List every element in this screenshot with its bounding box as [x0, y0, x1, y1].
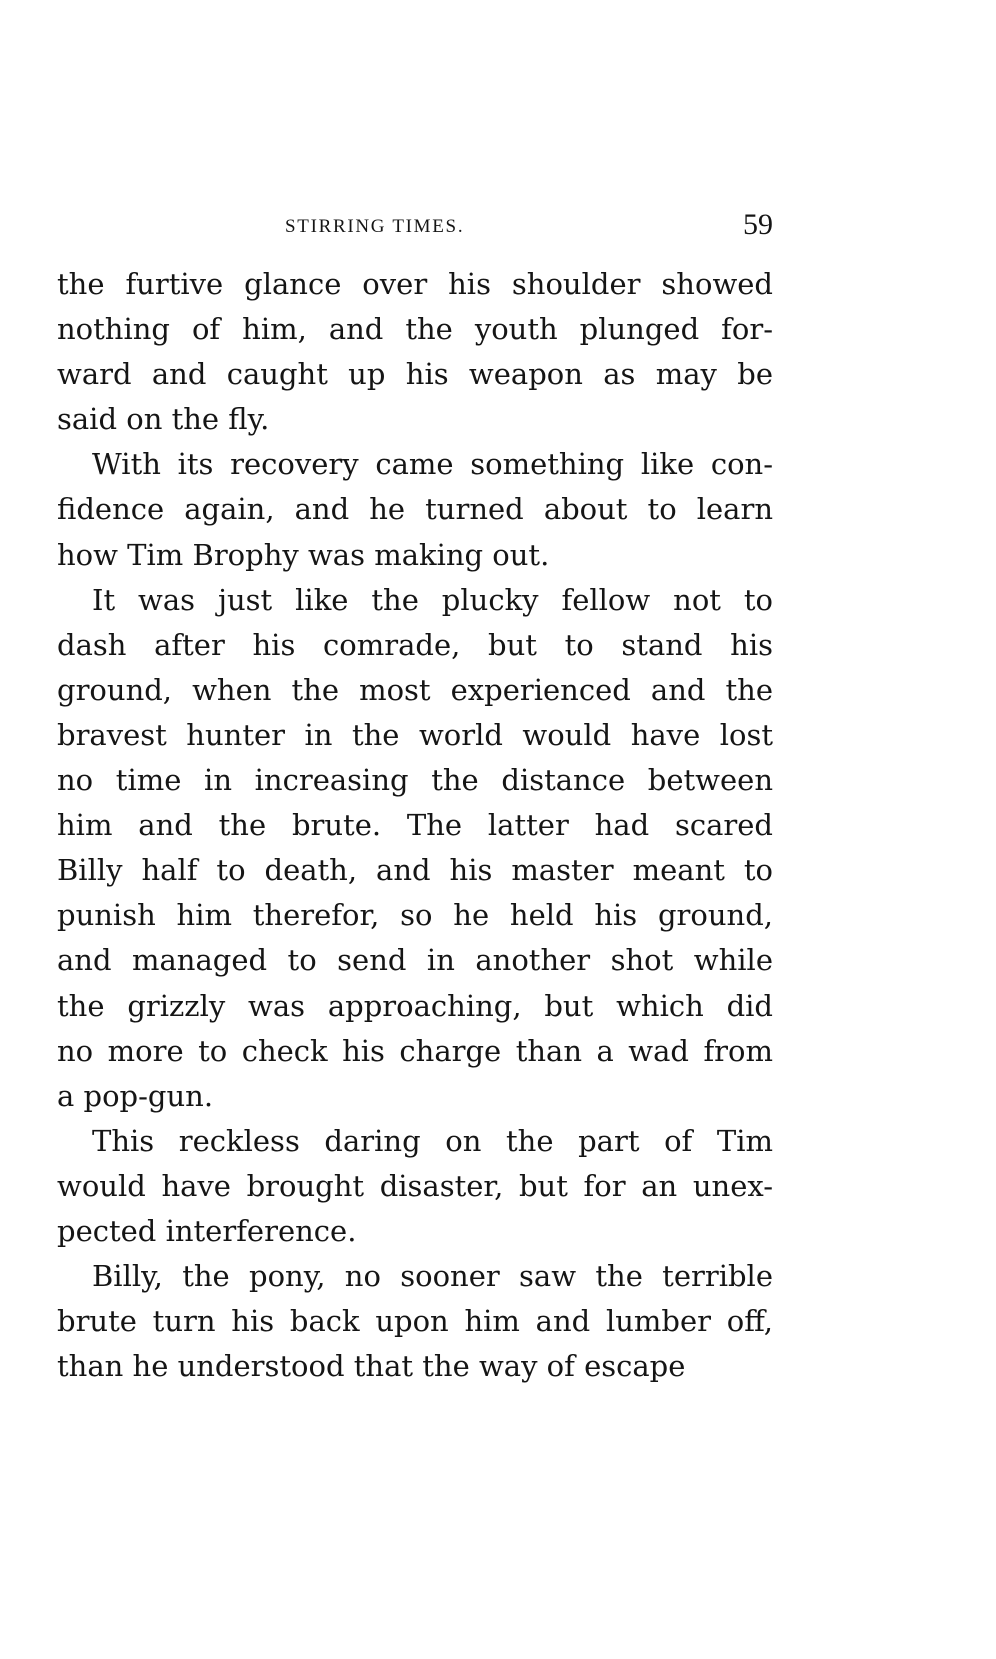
text-line: would have brought disaster, but for an unex- — [57, 1168, 773, 1203]
text-line: the furtive glance over his shoulder showed — [57, 267, 773, 301]
text-line: nothing of him, and the youth plunged for- — [57, 312, 773, 347]
text-line: Billy half to death, and his master meant to — [57, 853, 773, 888]
body-text — [57, 262, 773, 1389]
text-line: said on the fly. — [57, 402, 270, 437]
text-line: punish him therefor, so he held his ground, — [57, 898, 773, 933]
text-line: brute turn his back upon him and lumber off, — [57, 1304, 773, 1339]
running-head: STIRRING TIMES. — [285, 216, 465, 237]
paragraph — [57, 1254, 773, 1389]
text-line: ground, when the most experienced and the — [57, 672, 773, 707]
text-line: no time in increasing the distance between — [57, 763, 773, 798]
text-line: fidence again, and he turned about to learn — [57, 492, 773, 527]
text-line: him and the brute. The latter had scared — [57, 808, 773, 843]
text-line: and managed to send in another shot while — [57, 943, 773, 978]
text-line: the grizzly was approaching, but which did — [57, 988, 773, 1023]
text-line: dash after his comrade, but to stand his — [57, 627, 773, 662]
text-line: how Tim Brophy was making out. — [57, 537, 550, 572]
text-line: ward and caught up his weapon as may be — [57, 357, 773, 392]
paragraph — [57, 262, 773, 442]
paragraph — [57, 1119, 773, 1254]
text-line: Billy, the pony, no sooner saw the terrible — [92, 1259, 773, 1294]
text-line: With its recovery came something like con- — [92, 447, 773, 482]
text-line: a pop-gun. — [57, 1078, 214, 1113]
text-line: It was just like the plucky fellow not to — [92, 582, 773, 617]
text-line: This reckless daring on the part of Tim — [92, 1123, 773, 1158]
text-line: no more to check his charge than a wad from — [57, 1033, 773, 1068]
text-line: bravest hunter in the world would have lost — [57, 717, 773, 752]
text-line: pected interference. — [57, 1213, 357, 1248]
page-header — [57, 208, 773, 248]
paragraph — [57, 442, 773, 577]
text-line: than he understood that the way of escape — [57, 1349, 686, 1384]
paragraph — [57, 578, 773, 1119]
page-number: 59 — [743, 208, 773, 241]
